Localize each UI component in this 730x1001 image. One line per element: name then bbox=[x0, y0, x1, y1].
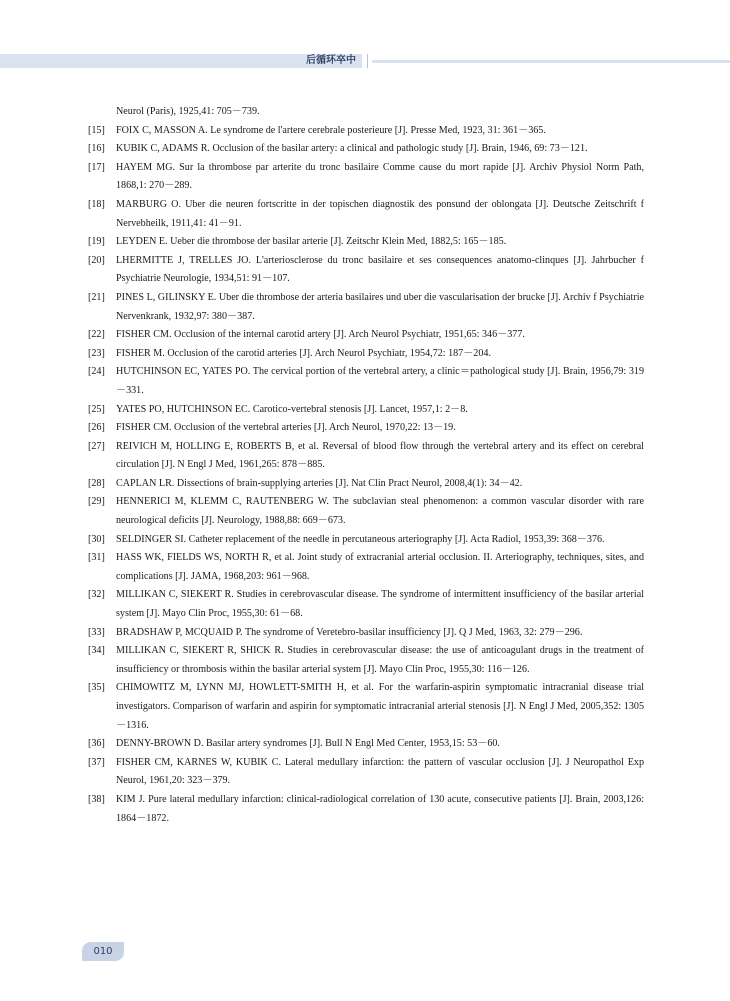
reference-item bbox=[88, 754, 644, 791]
reference-text: HASS WK, FIELDS WS, NORTH R, et al. Joint study of extracranial arterial occlusion. II. Arteriography, techniques, sites, and complications [J]. JAMA, 1968,203: 961－968. bbox=[116, 552, 644, 582]
reference-number: [26] bbox=[88, 422, 105, 434]
reference-item bbox=[88, 493, 644, 530]
reference-number: [17] bbox=[88, 161, 105, 173]
reference-item bbox=[88, 419, 644, 438]
reference-item bbox=[88, 624, 644, 643]
reference-number: [15] bbox=[88, 124, 105, 136]
header-divider bbox=[367, 54, 368, 68]
reference-text: KIM J. Pure lateral medullary infarction: clinical-radiological correlation of 130 acute, consecutive patients [J]. Brain, 2003,126: 1864－1872. bbox=[116, 793, 644, 824]
reference-number: [28] bbox=[88, 477, 105, 489]
reference-text: MARBURG O. Uber die neuren fortscritte in der topischen diagnostik des ponsund der oblongata [J]. Deutsche Zeitschrift f Nervebheilk, 1911,41: 41－91. bbox=[116, 198, 644, 229]
reference-number: [33] bbox=[88, 626, 105, 638]
reference-item bbox=[88, 679, 644, 735]
reference-number: [37] bbox=[88, 756, 105, 768]
reference-text: CHIMOWITZ M, LYNN MJ, HOWLETT-SMITH H, et al. For the warfarin-aspirin symptomatic intracranial disease trial investigators. Comparison of warfarin and aspirin for symptomatic intracranial arterial stenosis [J]. N Engl J Med, 2005,352: 1305－1316. bbox=[116, 682, 644, 731]
reference-text: MILLIKAN C, SIEKERT R, SHICK R. Studies in cerebrovascular disease: the use of anticoagulant drugs in the treatment of insufficiency or thrombosis within the basilar arterial system [J]. Mayo Clin Proc, 1955,30: 116－126. bbox=[116, 645, 644, 675]
reference-item bbox=[88, 159, 644, 196]
reference-text: MILLIKAN C, SIEKERT R. Studies in cerebrovascular disease. The syndrome of intermittent insufficiency of the basilar arterial system [J]. Mayo Clin Proc, 1955,30: 61－68. bbox=[116, 589, 644, 620]
reference-text: SELDINGER SI. Catheter replacement of the needle in percutaneous arteriography [J]. Acta Radiol, 1953,39: 368－376. bbox=[116, 533, 605, 545]
reference-item bbox=[88, 140, 644, 159]
reference-number: [21] bbox=[88, 291, 105, 303]
reference-number: [36] bbox=[88, 738, 105, 750]
reference-text: FISHER M. Occlusion of the carotid arteries [J]. Arch Neurol Psychiatr, 1954,72: 187－204. bbox=[116, 347, 491, 359]
reference-item bbox=[88, 363, 644, 400]
reference-item bbox=[88, 531, 644, 550]
reference-text: Neurol (Paris), 1925,41: 705－739. bbox=[116, 106, 260, 117]
reference-text: FISHER CM. Occlusion of the vertebral arteries [J]. Arch Neurol, 1970,22: 13－19. bbox=[116, 422, 456, 434]
header-rule bbox=[372, 60, 730, 63]
reference-item bbox=[88, 791, 644, 828]
reference-text: BRADSHAW P, MCQUAID P. The syndrome of Veretebro-basilar insufficiency [J]. Q J Med, 1963, 32: 279－296. bbox=[116, 626, 583, 638]
reference-number: [31] bbox=[88, 552, 105, 564]
reference-text: LHERMITTE J, TRELLES JO. L'arteriosclerose du tronc basilaire et ses consequences anatomo-clinques [J]. Jahrbucher f Psychiatrie Neurologie, 1934,51: 91－107. bbox=[116, 254, 644, 285]
reference-number: [18] bbox=[88, 198, 105, 210]
reference-number: [20] bbox=[88, 254, 105, 266]
reference-item bbox=[88, 196, 644, 233]
reference-text: HAYEM MG. Sur la thrombose par arterite du tronc basilaire Comme cause du mort rapide [J]. Archiv Physiol Norm Path, 1868,1: 270－289. bbox=[116, 161, 644, 192]
reference-item bbox=[88, 586, 644, 623]
reference-item bbox=[88, 642, 644, 679]
reference-item bbox=[88, 289, 644, 326]
reference-number: [34] bbox=[88, 645, 105, 657]
reference-number: [23] bbox=[88, 347, 105, 359]
reference-number: [32] bbox=[88, 589, 105, 601]
reference-number: [22] bbox=[88, 329, 105, 341]
reference-list bbox=[88, 103, 644, 828]
reference-number: [27] bbox=[88, 440, 105, 452]
reference-text: FISHER CM, KARNES W, KUBIK C. Lateral medullary infarction: the pattern of vascular occlusion [J]. J Neuropathol Exp Neurol, 1961,20: 323－379. bbox=[116, 756, 644, 787]
reference-item bbox=[88, 233, 644, 252]
reference-text: DENNY-BROWN D. Basilar artery syndromes [J]. Bull N Engl Med Center, 1953,15: 53－60. bbox=[116, 738, 500, 750]
reference-number: [29] bbox=[88, 496, 105, 508]
reference-number: [16] bbox=[88, 143, 105, 155]
reference-text: KUBIK C, ADAMS R. Occlusion of the basilar artery: a clinical and pathologic study [J]. Brain, 1946, 69: 73－121. bbox=[116, 143, 588, 155]
reference-number: [19] bbox=[88, 236, 105, 248]
reference-item bbox=[88, 252, 644, 289]
reference-text: CAPLAN LR. Dissections of brain-supplying arteries [J]. Nat Clin Pract Neurol, 2008,4(1): 34－42. bbox=[116, 477, 523, 489]
reference-item bbox=[88, 475, 644, 494]
reference-number: [24] bbox=[88, 366, 105, 378]
reference-number: [38] bbox=[88, 793, 105, 805]
reference-item bbox=[88, 103, 644, 122]
reference-text: LEYDEN E. Ueber die thrombose der basilar arterie [J]. Zeitschr Klein Med, 1882,5: 165－185. bbox=[116, 236, 507, 248]
reference-item bbox=[88, 401, 644, 420]
reference-number: [30] bbox=[88, 533, 105, 545]
reference-number: [35] bbox=[88, 682, 105, 694]
page-number: 010 bbox=[82, 942, 124, 961]
reference-text: HUTCHINSON EC, YATES PO. The cervical portion of the vertebral artery, a clinic＝pathological study [J]. Brain, 1956,79: 319－331. bbox=[116, 366, 644, 396]
reference-item bbox=[88, 345, 644, 364]
reference-text: FISHER CM. Occlusion of the internal carotid artery [J]. Arch Neurol Psychiatr, 1951,65: 346－377. bbox=[116, 329, 525, 341]
reference-text: HENNERICI M, KLEMM C, RAUTENBERG W. The subclavian steal phenomenon: a common vascular disorder with rare neurological deficits [J]. Neurology, 1988,88: 669－673. bbox=[116, 496, 644, 527]
reference-text: YATES PO, HUTCHINSON EC. Carotico-vertebral stenosis [J]. Lancet, 1957,1: 2－8. bbox=[116, 403, 468, 415]
reference-text: FOIX C, MASSON A. Le syndrome de l'artere cerebrale posterieure [J]. Presse Med, 1923, 31: 361－365. bbox=[116, 124, 546, 136]
reference-text: PINES L, GILINSKY E. Uber die thrombose der arteria basilaires und uber die vascularisation der brucke [J]. Archiv f Psychiatrie Nervenkrank, 1932,97: 380－387. bbox=[116, 291, 644, 322]
reference-number: [25] bbox=[88, 403, 105, 415]
reference-item bbox=[88, 735, 644, 754]
reference-item bbox=[88, 438, 644, 475]
reference-item bbox=[88, 549, 644, 586]
reference-item bbox=[88, 326, 644, 345]
reference-text: REIVICH M, HOLLING E, ROBERTS B, et al. Reversal of blood flow through the vertebral artery and its effect on cerebral circulation [J]. N Engl J Med, 1961,265: 878－885. bbox=[116, 440, 644, 471]
running-header-title: 后循环卒中 bbox=[306, 55, 356, 66]
reference-item bbox=[88, 122, 644, 141]
